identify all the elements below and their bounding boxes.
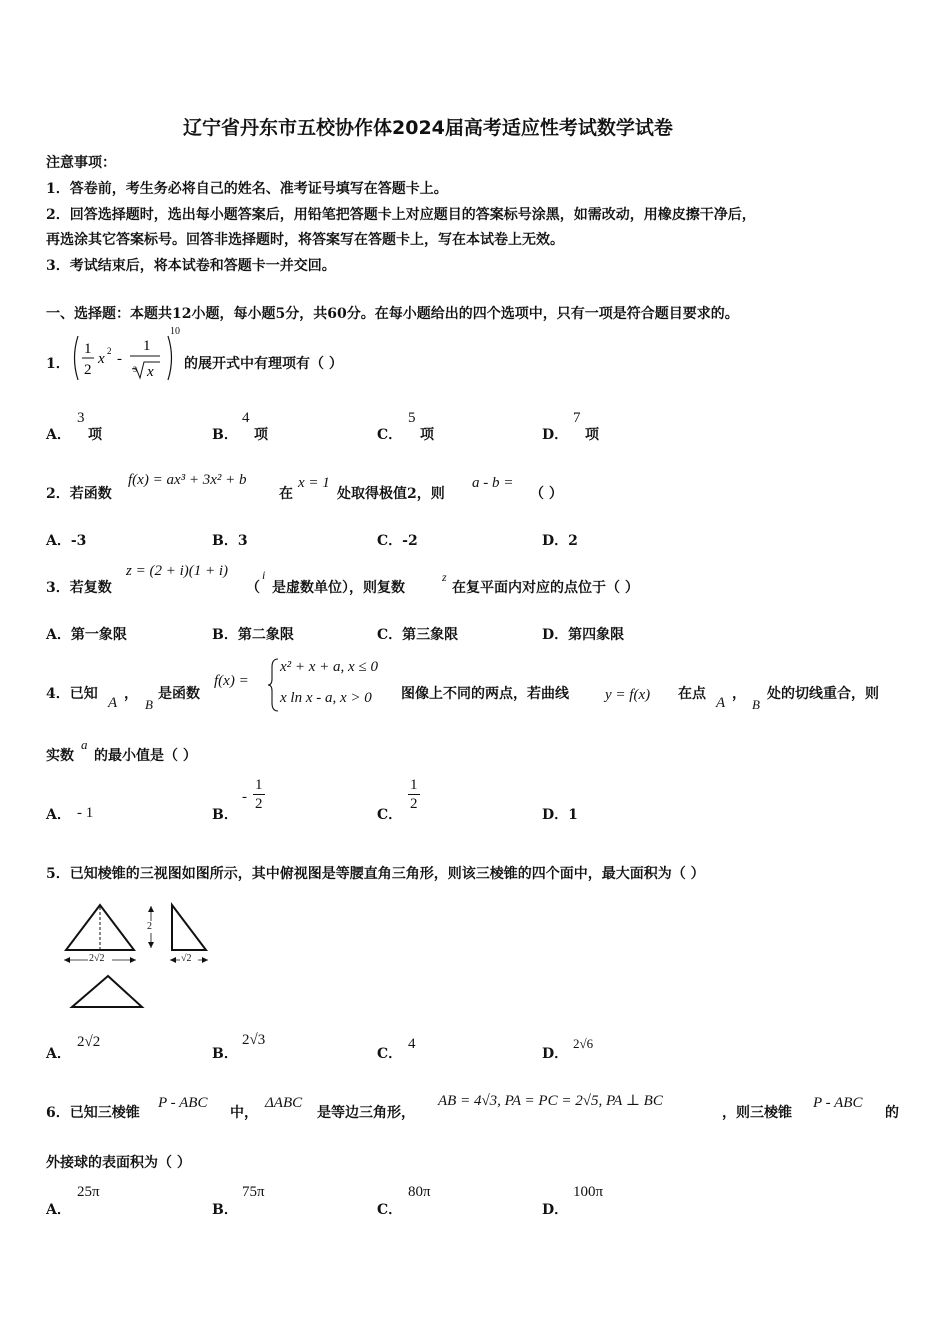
q3-text1: 是虚数单位），则复数 bbox=[272, 580, 405, 596]
q2-option-b[interactable]: B．3 bbox=[212, 533, 248, 549]
q5-text: 5．已知棱锥的三视图如图所示，其中俯视图是等腰直角三角形，则该三棱锥的四个面中，最大面积为（ ） bbox=[46, 866, 705, 882]
svg-text:1: 1 bbox=[143, 338, 151, 354]
q6-pabc2: P - ABC bbox=[813, 1095, 863, 1111]
q4-a: a bbox=[81, 737, 88, 752]
q4-point-b2: B bbox=[752, 697, 760, 712]
svg-text:x: x bbox=[147, 364, 154, 380]
fraction-numerator: 1 bbox=[255, 777, 263, 793]
q4-point-a: A bbox=[108, 695, 118, 711]
q4-option-c-label[interactable]: C． bbox=[377, 807, 403, 823]
q6-option-d-value: 100π bbox=[573, 1184, 604, 1200]
q1-text: 的展开式中有理项有（ ） bbox=[184, 356, 343, 372]
q5-option-c-value: 4 bbox=[408, 1036, 416, 1052]
notes-heading: 注意事项： bbox=[46, 155, 116, 171]
note-item: 1．答卷前，考生务必将自己的姓名、准考证号填写在答题卡上。 bbox=[46, 181, 448, 197]
q2-text: 处取得极值2，则 bbox=[337, 486, 445, 502]
q1-option-d-value: 7 bbox=[573, 410, 581, 426]
q4-line2b: 的最小值是（ ） bbox=[94, 748, 197, 764]
dim-label: 2 bbox=[147, 921, 152, 932]
note-item: 2．回答选择题时，选出每小题答案后，用铅笔把答题卡上对应题目的答案标号涂黑，如需改动，用橡皮擦干净后， bbox=[46, 207, 756, 223]
q4-comma2: ， bbox=[732, 686, 746, 702]
fraction-denominator: 2 bbox=[410, 796, 418, 812]
q6-text2: 是等边三角形， bbox=[317, 1105, 415, 1121]
q6-text3: ，则三棱锥 bbox=[722, 1105, 792, 1121]
q2-condition: x = 1 bbox=[298, 475, 330, 491]
q5-option-a-label[interactable]: A． bbox=[46, 1046, 71, 1062]
q1-formula-graphic bbox=[70, 332, 178, 384]
q4-comma: ， bbox=[124, 686, 138, 702]
q4-number: 4．已知 bbox=[46, 686, 98, 702]
q1-exponent: 10 bbox=[170, 326, 180, 337]
q4-option-c-fraction bbox=[408, 776, 420, 813]
q3-option-b[interactable]: B．第二象限 bbox=[212, 627, 294, 643]
q1-option-c-unit: 项 bbox=[420, 427, 434, 443]
q1-option-a-value: 3 bbox=[77, 410, 85, 426]
q6-option-c-label[interactable]: C． bbox=[377, 1202, 403, 1218]
fraction-numerator: 1 bbox=[410, 777, 418, 793]
q6-option-c-value: 80π bbox=[408, 1184, 431, 1200]
q5-option-b-value: 2√3 bbox=[242, 1032, 266, 1048]
q4-option-a-value: - 1 bbox=[77, 805, 94, 821]
q1-option-d-unit: 项 bbox=[585, 427, 599, 443]
q3-number: 3．若复数 bbox=[46, 580, 112, 596]
q6-condition: AB = 4√3, PA = PC = 2√5, PA ⊥ BC bbox=[438, 1093, 663, 1109]
q6-option-b-value: 75π bbox=[242, 1184, 265, 1200]
q5-option-c-label[interactable]: C． bbox=[377, 1046, 403, 1062]
q4-line2a: 实数 bbox=[46, 748, 74, 764]
q1-option-b-label[interactable]: B． bbox=[212, 427, 238, 443]
svg-text:-: - bbox=[117, 351, 122, 367]
q3-i: i bbox=[262, 568, 266, 582]
q6-text4: 的 bbox=[885, 1105, 899, 1121]
q4-text4: 处的切线重合，则 bbox=[767, 686, 879, 702]
q5-option-b-label[interactable]: B． bbox=[212, 1046, 238, 1062]
three-view-diagram bbox=[58, 900, 218, 1016]
q3-text2: 在复平面内对应的点位于（ ） bbox=[452, 580, 639, 596]
q3-option-d[interactable]: D．第四象限 bbox=[542, 627, 625, 643]
q4-option-d[interactable]: D．1 bbox=[542, 807, 578, 823]
q3-paren: （ bbox=[246, 580, 260, 596]
q2-function: f(x) = ax³ + 3x² + b bbox=[128, 472, 247, 488]
q3-z: z bbox=[442, 570, 447, 584]
dim-label: √2 bbox=[181, 953, 192, 964]
q2-number: 2．若函数 bbox=[46, 486, 112, 502]
svg-text:1: 1 bbox=[84, 341, 92, 357]
q6-triangle: ΔABC bbox=[265, 1095, 303, 1111]
q6-pabc: P - ABC bbox=[158, 1095, 208, 1111]
q6-option-d-label[interactable]: D． bbox=[542, 1202, 569, 1218]
page-title: 辽宁省丹东市五校协作体2024届高考适应性考试数学试卷 bbox=[183, 117, 673, 139]
q2-text-end: （ ） bbox=[530, 486, 563, 502]
q3-expression: z = (2 + i)(1 + i) bbox=[126, 563, 229, 579]
q5-option-d-value: 2√6 bbox=[573, 1036, 594, 1051]
fraction-denominator: 2 bbox=[255, 796, 263, 812]
q4-fx: f(x) = bbox=[214, 673, 249, 689]
q6-option-a-value: 25π bbox=[77, 1184, 100, 1200]
q5-option-d-label[interactable]: D． bbox=[542, 1046, 569, 1062]
q4-text2: 图像上不同的两点，若曲线 bbox=[401, 686, 569, 702]
q4-brace-icon bbox=[268, 657, 280, 717]
q4-case1: x² + x + a, x ≤ 0 bbox=[280, 659, 378, 675]
q3-option-a[interactable]: A．第一象限 bbox=[46, 627, 127, 643]
q4-option-a-label[interactable]: A． bbox=[46, 807, 71, 823]
svg-text:2: 2 bbox=[107, 346, 112, 356]
q6-text1: 中， bbox=[230, 1105, 258, 1121]
q4-point-a2: A bbox=[716, 695, 726, 711]
q4-text1: 是函数 bbox=[158, 686, 200, 702]
q1-expression bbox=[70, 332, 178, 382]
q1-option-d-label[interactable]: D． bbox=[542, 427, 569, 443]
q1-option-a-label[interactable]: A． bbox=[46, 427, 71, 443]
svg-text:2: 2 bbox=[84, 362, 92, 378]
q6-option-a-label[interactable]: A． bbox=[46, 1202, 71, 1218]
note-item: 3．考试结束后，将本试卷和答题卡一并交回。 bbox=[46, 258, 336, 274]
q4-case2: x ln x - a, x > 0 bbox=[280, 690, 372, 706]
q2-option-a[interactable]: A．-3 bbox=[46, 533, 87, 549]
q5-option-a-value: 2√2 bbox=[77, 1034, 101, 1050]
dim-label: 2√2 bbox=[89, 953, 105, 964]
q2-expression: a - b = bbox=[472, 475, 514, 491]
q2-text-mid: 在 bbox=[279, 486, 293, 502]
q2-option-d[interactable]: D．2 bbox=[542, 533, 578, 549]
q2-option-c[interactable]: C．-2 bbox=[377, 533, 418, 549]
section-heading: 一、选择题：本题共12小题，每小题5分，共60分。在每小题给出的四个选项中，只有一项是符合题目要求的。 bbox=[46, 306, 739, 322]
q1-option-c-value: 5 bbox=[408, 410, 416, 426]
q4-option-b-fraction bbox=[253, 776, 265, 813]
q3-option-c[interactable]: C．第三象限 bbox=[377, 627, 459, 643]
note-item: 再选涂其它答案标号。回答非选择题时，将答案写在答题卡上，写在本试卷上无效。 bbox=[46, 232, 564, 248]
q4-point-b: B bbox=[145, 697, 153, 712]
q6-line2: 外接球的表面积为（ ） bbox=[46, 1155, 191, 1171]
q1-option-a-unit: 项 bbox=[88, 427, 102, 443]
q6-number: 6．已知三棱锥 bbox=[46, 1105, 140, 1121]
q6-option-b-label[interactable]: B． bbox=[212, 1202, 238, 1218]
q4-curve: y = f(x) bbox=[605, 687, 651, 703]
svg-text:3: 3 bbox=[133, 365, 137, 374]
svg-text:x: x bbox=[98, 351, 105, 367]
q1-option-b-value: 4 bbox=[242, 410, 250, 426]
q1-option-b-unit: 项 bbox=[254, 427, 268, 443]
q4-text3: 在点 bbox=[678, 686, 706, 702]
q4-option-b-sign: - bbox=[242, 789, 247, 805]
q4-option-b-label[interactable]: B． bbox=[212, 807, 238, 823]
q1-number: 1． bbox=[46, 356, 70, 372]
q1-option-c-label[interactable]: C． bbox=[377, 427, 403, 443]
